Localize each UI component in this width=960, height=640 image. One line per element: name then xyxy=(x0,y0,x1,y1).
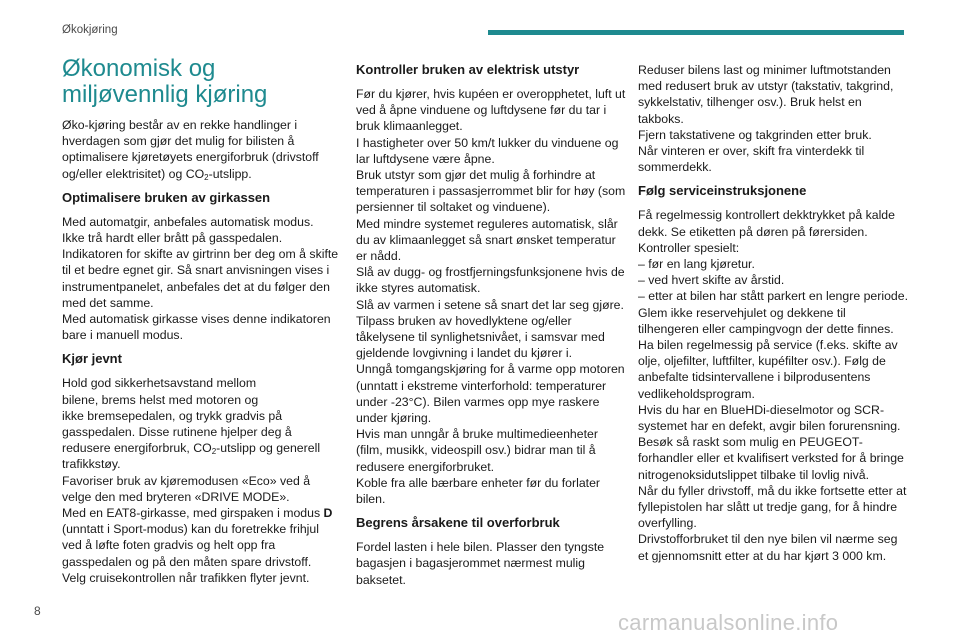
smooth-text-c: (unntatt i Sport-modus) kan du foretrekke frihjul ved å løfte foten gradvis og helt opp fra gasspedalen og på den måten spare drivstoff. Velg cruisekontrollen når trafikken flyter jevnt. xyxy=(62,522,319,585)
smooth-subscript: 2 xyxy=(211,447,217,457)
overuse-text: Fordel lasten i hele bilen. Plasser den tyngste bagasjen i bagasjerommet nærmest mulig baksetet. xyxy=(356,540,605,587)
heading-smooth-driving: Kjør jevnt xyxy=(62,351,122,367)
smooth-driving-paragraph xyxy=(62,375,340,586)
heading-electrical: Kontroller bruken av elektrisk utstyr xyxy=(356,62,580,77)
intro-text-b: -utslipp. xyxy=(208,166,252,181)
column-2 xyxy=(356,62,626,588)
smooth-text-a: Hold god sikkerhetsavstand mellom bilene, brems helst med motoren og ikke bremsepedalen, og trykk gradvis på gasspedalen. Disse rutinene hjelper deg å redusere energiforbruk, CO xyxy=(62,376,292,456)
heading-gearbox: Optimalisere bruken av girkassen xyxy=(62,189,271,205)
header-accent-bar xyxy=(488,30,904,35)
column-3 xyxy=(638,62,908,564)
gearbox-text: Med automatgir, anbefales automatisk modus. Ikke trå hardt eller brått på gasspedalen. Indikatoren for skifte av girtrinn ber deg om å skifte til et bedre egnet gir. Så snart anvisningen vises i instrumentpanelet, anbefales det at du følger den med det samme. Med automatisk girkasse vises denne indikatoren bare i manuell modus. xyxy=(62,214,339,343)
intro-paragraph xyxy=(62,117,340,182)
page-title: Økonomisk og miljøvennlig kjøring xyxy=(62,55,268,108)
service-text: Få regelmessig kontrollert dekktrykket på kalde dekk. Se etiketten på døren på førersiden. Kontroller spesielt: – før en lang kjøretur. – ved hvert skifte av årstid. – etter at bilen har stått parkert en lengre periode. Glem ikke reservehjulet og dekkene til tilhengeren eller campingvogn der dette finnes. Ha bilen regelmessig på service (f.eks. skifte av olje, oljefilter, luftfilter, kupéfilter osv.). Følg de anbefalte tidsintervallene i bilprodusentens vedlikeholdsprogram. Hvis du har en BlueHDi-dieselmotor og SCR-systemet har en defekt, avgir bilen forurensning. Besøk så raskt som mulig en PEUGEOT-forhandler eller et kvalifisert verksted for å bringe nitrogenoksidutslippet tilbake til lovlig nivå. Når du fyller drivstoff, må du ikke fortsette etter at fyllepistolen har slått ut tredje gang, for å hindre overfylling. Drivstofforbruket til den nye bilen vil nærme seg et gjennomsnitt etter at du har kjørt 3 000 km. xyxy=(638,208,909,563)
heading-service: Følg serviceinstruksjonene xyxy=(638,183,807,199)
column-1 xyxy=(62,56,340,586)
watermark: carmanualsonline.info xyxy=(618,610,839,635)
intro-text-a: Øko-kjøring består av en rekke handlinger i hverdagen som gjør det mulig for bilisten å optimalisere kjøretøyets energiforbruk (drivstoff og/eller elektrisitet) og CO xyxy=(62,118,319,181)
intro-subscript: 2 xyxy=(204,172,209,182)
section-label: Økokjøring xyxy=(62,24,118,36)
smooth-text-b: -utslipp og generell trafikkstøy. Favoriser bruk av kjøremodusen «Eco» ved å velge den med bryteren «DRIVE MODE». Med en EAT8-girkasse, med girspaken i modus xyxy=(62,441,321,521)
electrical-text: Før du kjører, hvis kupéen er overopphetet, luft ut ved å åpne vinduene og luftdysene før du tar i bruk klimaanlegget. I hastigheter over 50 km/t lukker du vinduene og lar luftdysene være åpne. Bruk utstyr som gjør det mulig å forhindre at temperaturen i passasjerrommet blir for høy (som persienner til soltaket og vinduene). Med mindre systemet reguleres automatisk, slår du av klimaanlegget så snart ønsket temperatur er nådd. Slå av dugg- og frostfjerningsfunksjonene hvis de ikke styres automatisk. Slå av varmen i setene så snart det lar seg gjøre. Tilpass bruken av hovedlyktene og/eller tåkelysene til synlighetsnivået, i samsvar med gjeldende lovgivning i landet du kjører i. Unngå tomgangskjøring for å varme opp motoren (unntatt i ekstreme vinterforhold: temperaturer under -23°C). Bilen varmes opp mye raskere under kjøring. Hvis man unngår å bruke multimedieenheter (film, musikk, videospill osv.) bidrar man til å redusere energiforbruket. Koble fra alle bærbare enheter før du forlater bilen. xyxy=(356,87,626,507)
smooth-bold-d: D xyxy=(323,506,333,521)
heading-overuse: Begrens årsakene til overforbruk xyxy=(356,515,560,531)
page-number: 8 xyxy=(34,604,41,618)
load-text: Reduser bilens last og minimer luftmotstanden med redusert bruk av utstyr (takstativ, takgrind, sykkelstativ, tilhenger osv.). Bruk helst en takboks. Fjern takstativene og takgrinden etter bruk. Når vinteren er over, skift fra vinterdekk til sommerdekk. xyxy=(638,63,894,175)
